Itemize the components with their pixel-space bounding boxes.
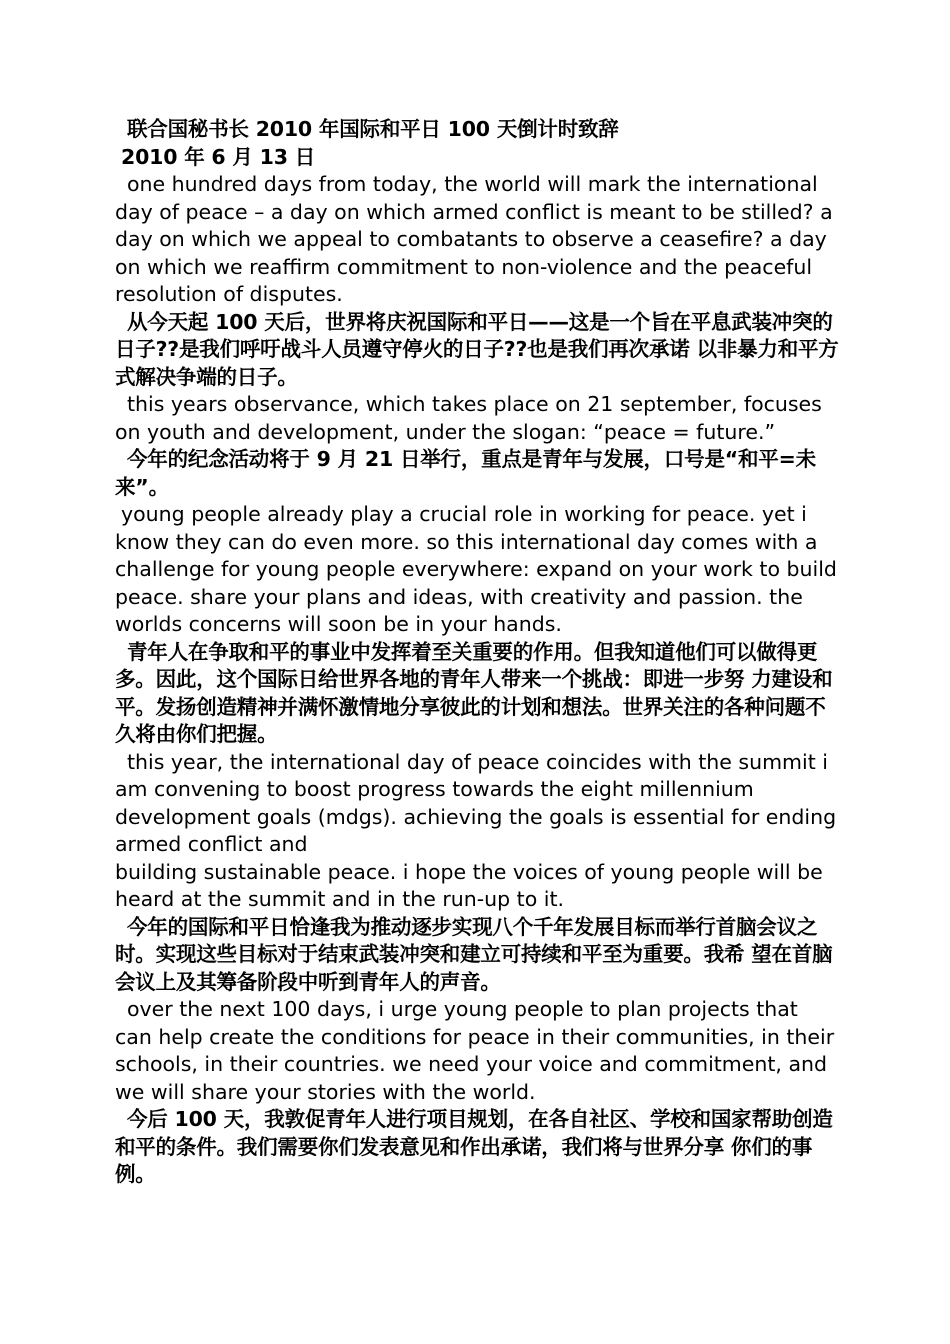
paragraph-en: this years observance, which takes place on 21 september, focuses on youth and development, under the slogan: “peace = future.” — [115, 392, 829, 444]
paragraph-zh: 青年人在争取和平的事业中发挥着至关重要的作用。但我知道他们可以做得更多。因此，这个国际日给世界各地的青年人带来一个挑战：即进一步努 力建设和平。发扬创造精神并满怀激情地分享彼此的计划和想法。世界关注的各种问题不久将由你们把握。 — [115, 639, 833, 746]
paragraph-en: this year, the international day of peace coincides with the summit i am convening to boost progress towards the eight millennium development goals (mdgs). achieving the goals is essential for ending armed conflict and — [115, 749, 843, 856]
paragraph-en: over the next 100 days, i urge young people to plan projects that can help create the conditions for peace in their communities, in their schools, in their countries. we need your voice and commitment, and we will share your stories with the world. — [115, 997, 841, 1104]
paragraph-zh: 今后 100 天，我敦促青年人进行项目规划，在各自社区、学校和国家帮助创造和平的条件。我们需要你们发表意见和作出承诺，我们将与世界分享 你们的事例。 — [115, 1107, 833, 1186]
paragraph-en: building sustainable peace. i hope the voices of young people will be heard at the summit and in the run-up to it. — [115, 859, 830, 911]
document-title: 联合国秘书长 2010 年国际和平日 100 天倒计时致辞 — [127, 117, 619, 141]
paragraph-zh: 今年的纪念活动将于 9 月 21 日举行，重点是青年与发展，口号是“和平=未来”。 — [115, 447, 816, 499]
paragraph-en: young people already play a crucial role in working for peace. yet i know they can do even more. so this international day comes with a challenge for young people everywhere: expand on your work to build peace. share your plans and ideas, with creativity and passion. the worlds concerns will soon be in your hands. — [115, 502, 844, 636]
paragraph-zh: 从今天起 100 天后，世界将庆祝国际和平日——这是一个旨在平息武装冲突的日子??是我们呼吁战斗人员遵守停火的日子??也是我们再次承诺 以非暴力和平方式解决争端的日子。 — [115, 309, 839, 389]
paragraph-zh: 今年的国际和平日恰逢我为推动逐步实现八个千年发展目标而举行首脑会议之时。实现这些目标对于结束武装冲突和建立可持续和平至为重要。我希 望在首脑会议上及其筹备阶段中听到青年人的声音。 — [115, 914, 833, 994]
document-date: 2010 年 6 月 13 日 — [121, 144, 316, 169]
paragraph-en: one hundred days from today, the world will mark the international day of peace – a day on which armed conflict is meant to be stilled? a day on which we appeal to combatants to observe a ceasefire? a day on which we reaffirm commitment to non-violence and the peaceful resolution of disputes. — [115, 172, 840, 306]
document-page — [115, 116, 844, 1189]
